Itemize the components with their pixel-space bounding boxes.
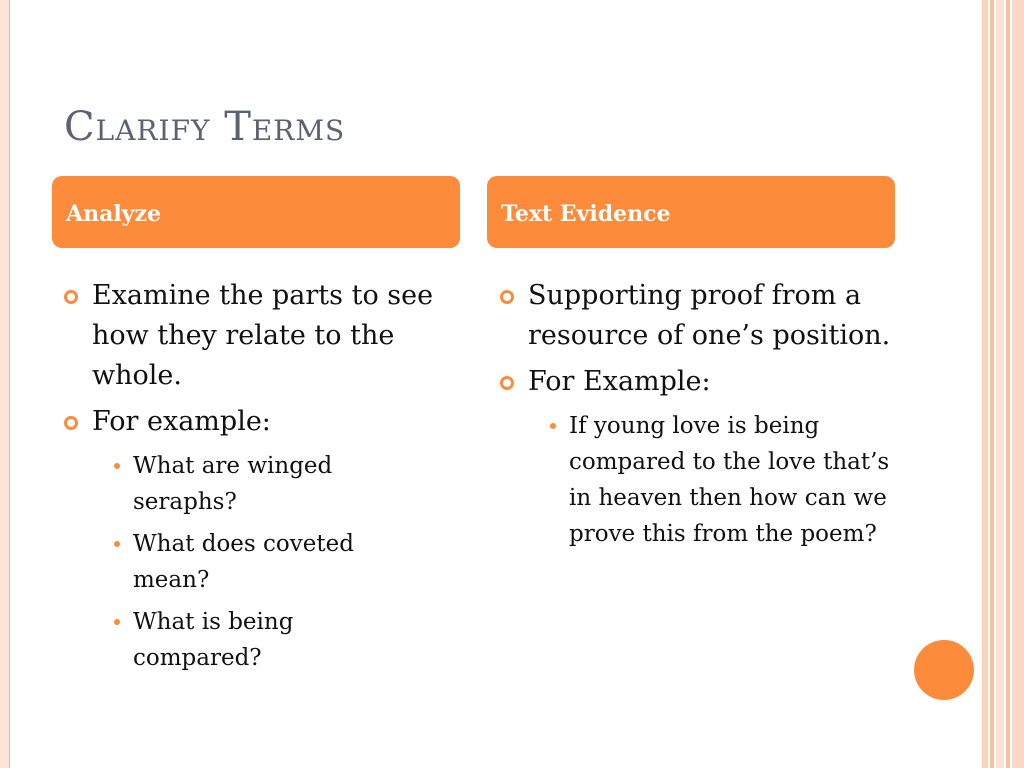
dot-bullet-icon bbox=[114, 619, 120, 625]
analyze-header bbox=[52, 176, 460, 248]
text-evidence-header-label: Text Evidence bbox=[501, 201, 671, 227]
bullet-text: Supporting proof from a resource of one’s position. bbox=[528, 280, 891, 351]
bullet-text: For Example: bbox=[528, 366, 711, 397]
sub-bullet-item bbox=[64, 526, 403, 598]
text-evidence-header bbox=[487, 176, 895, 248]
left-frame-border bbox=[0, 0, 10, 768]
sub-bullet-item bbox=[500, 408, 899, 552]
decorative-stripes bbox=[982, 0, 1024, 768]
sub-bullet-list bbox=[64, 448, 454, 676]
decorative-circle bbox=[914, 640, 974, 700]
bullet-text: Examine the parts to see how they relate to the whole. bbox=[92, 280, 434, 391]
sub-bullet-item bbox=[64, 448, 383, 520]
sub-bullet-text: If young love is being compared to the love that’s in heaven then how can we prove this from the poem? bbox=[569, 413, 890, 547]
sub-bullet-list bbox=[500, 408, 895, 552]
sub-bullet-text: What does coveted mean? bbox=[133, 531, 354, 593]
text-evidence-column bbox=[500, 276, 895, 558]
dot-bullet-icon bbox=[114, 541, 120, 547]
dot-bullet-icon bbox=[114, 463, 120, 469]
bullet-item bbox=[500, 362, 895, 402]
ring-bullet-icon bbox=[64, 416, 78, 430]
analyze-column bbox=[64, 276, 454, 682]
ring-bullet-icon bbox=[500, 376, 514, 390]
sub-bullet-item bbox=[64, 604, 363, 676]
bullet-item bbox=[64, 402, 454, 442]
dot-bullet-icon bbox=[550, 423, 556, 429]
slide-title: Clarify Terms bbox=[64, 104, 346, 150]
bullet-item bbox=[500, 276, 893, 356]
sub-bullet-text: What are winged seraphs? bbox=[133, 453, 333, 515]
ring-bullet-icon bbox=[64, 290, 78, 304]
bullet-item bbox=[64, 276, 454, 396]
ring-bullet-icon bbox=[500, 290, 514, 304]
bullet-text: For example: bbox=[92, 406, 271, 437]
analyze-header-label: Analyze bbox=[66, 201, 161, 227]
sub-bullet-text: What is being compared? bbox=[133, 609, 294, 671]
